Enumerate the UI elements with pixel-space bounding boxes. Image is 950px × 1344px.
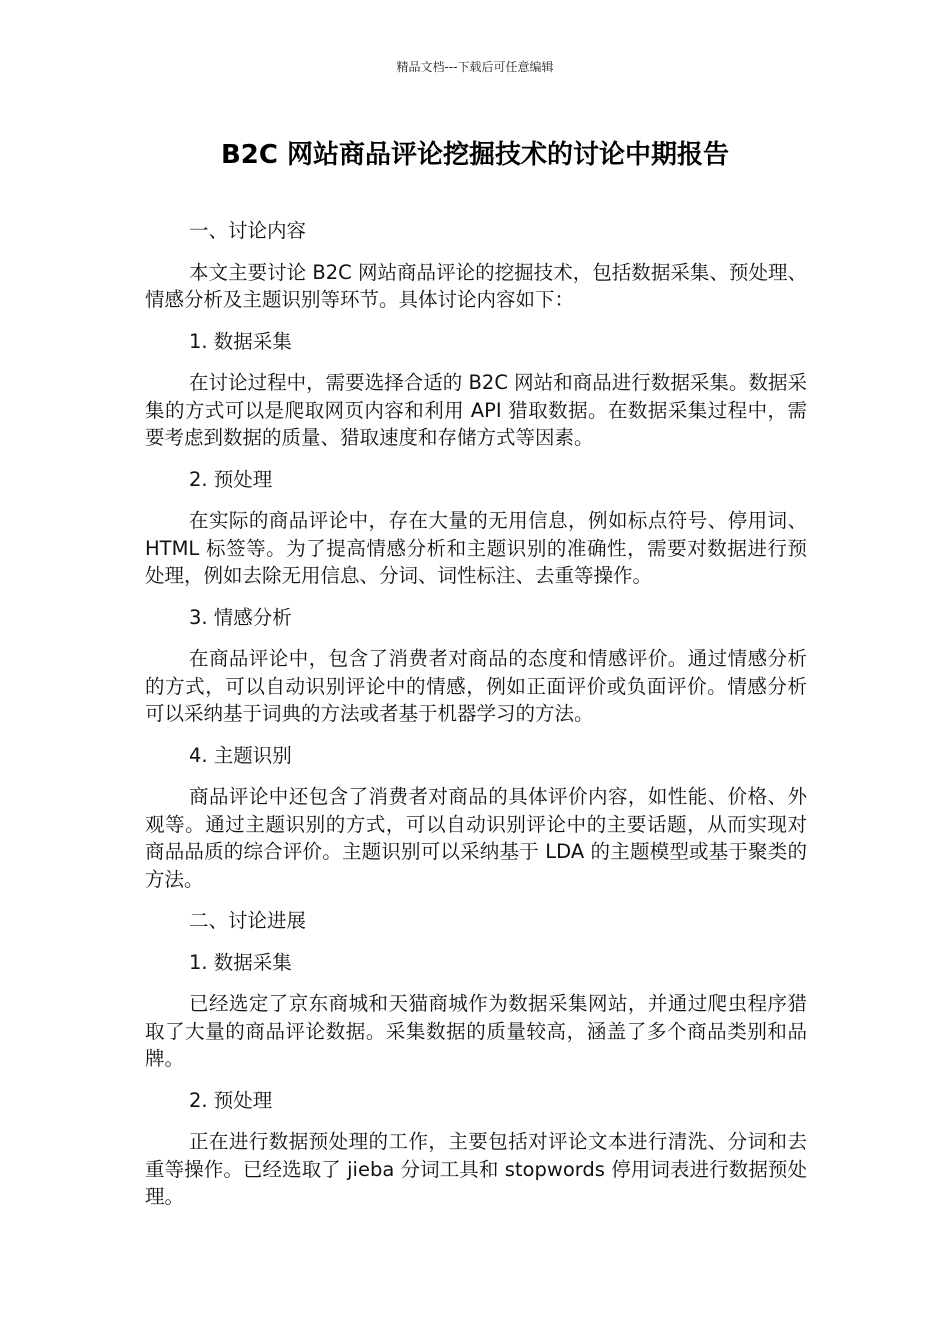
subheading-topic-identification: 4. 主题识别 [189,743,292,767]
paragraph-data-collection: 在讨论过程中，需要选择合适的 B2C 网站和商品进行数据采集。数据采集的方式可以是爬取网页内容和利用 API 猎取数据。在数据采集过程中，需要考虑到数据的质量、猎取速度和存储方式等因素。 [145,371,807,449]
subheading-progress-preprocessing: 2. 预处理 [189,1088,273,1112]
document-body [145,217,807,1211]
subheading-sentiment-analysis: 3. 情感分析 [189,605,292,629]
header-note: 精品文档---下载后可任意编辑 [396,60,554,74]
paragraph-topic-identification: 商品评论中还包含了消费者对商品的具体评价内容，如性能、价格、外观等。通过主题识别的方式，可以自动识别评论中的主要话题，从而实现对商品品质的综合评价。主题识别可以采纳基于 LDA 的主题模型或基于聚类的方法。 [145,785,807,891]
subheading-preprocessing: 2. 预处理 [189,467,273,491]
section-heading-research-content: 一、讨论内容 [189,219,307,242]
paragraph-sentiment-analysis: 在商品评论中，包含了消费者对商品的态度和情感评价。通过情感分析的方式，可以自动识别评论中的情感，例如正面评价或负面评价。情感分析可以采纳基于词典的方法或者基于机器学习的方法。 [145,647,807,725]
paragraph-progress-preprocessing: 正在进行数据预处理的工作，主要包括对评论文本进行清洗、分词和去重等操作。已经选取了 jieba 分词工具和 stopwords 停用词表进行数据预处理。 [145,1130,807,1208]
paragraph-intro: 本文主要讨论 B2C 网站商品评论的挖掘技术，包括数据采集、预处理、情感分析及主题识别等环节。具体讨论内容如下： [145,260,807,311]
subheading-progress-data-collection: 1. 数据采集 [189,950,292,974]
paragraph-preprocessing: 在实际的商品评论中，存在大量的无用信息，例如标点符号、停用词、HTML 标签等。为了提高情感分析和主题识别的准确性，需要对数据进行预处理，例如去除无用信息、分词、词性标注、去重等操作。 [145,509,807,587]
paragraph-progress-data-collection: 已经选定了京东商城和天猫商城作为数据采集网站，并通过爬虫程序猎取了大量的商品评论数据。采集数据的质量较高，涵盖了多个商品类别和品牌。 [145,992,807,1070]
section-heading-research-progress: 二、讨论进展 [189,909,307,932]
subheading-data-collection: 1. 数据采集 [189,329,292,353]
document-title: B2C 网站商品评论挖掘技术的讨论中期报告 [220,140,730,170]
